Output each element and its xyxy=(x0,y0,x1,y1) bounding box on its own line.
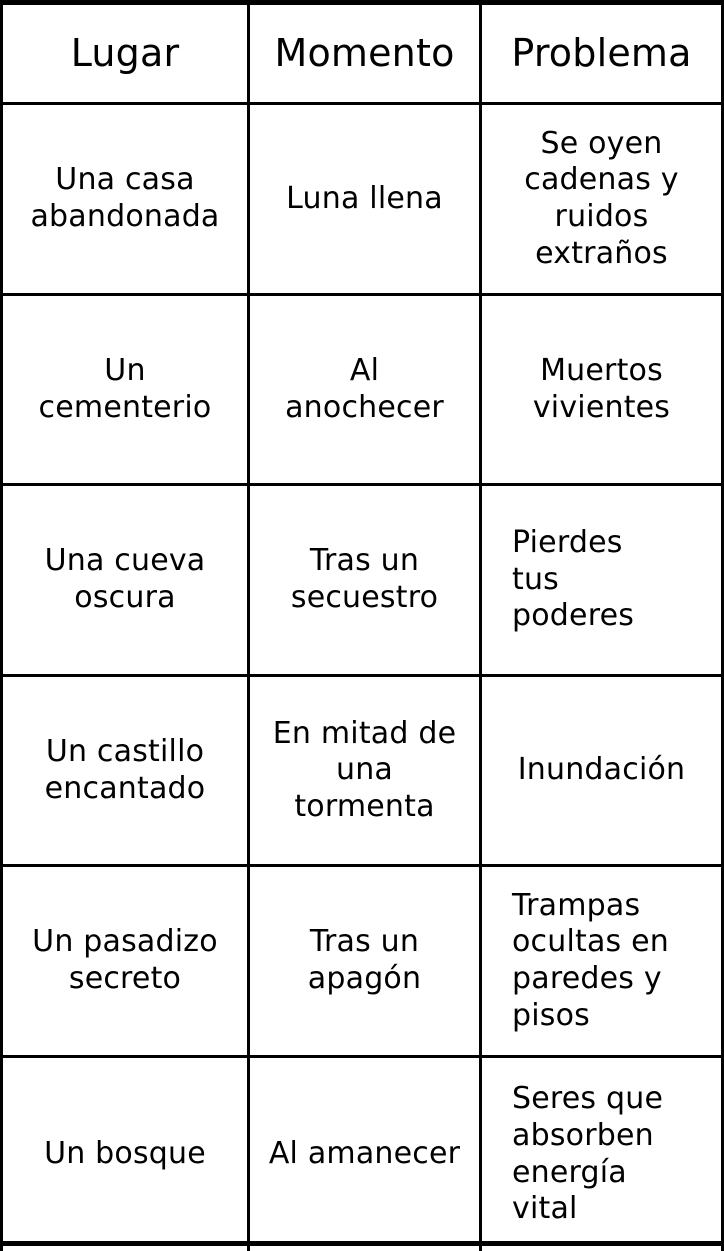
cell-text: Luna llena xyxy=(286,180,443,216)
cell-text: Una casa abandonada xyxy=(30,162,220,234)
table-cell-momento xyxy=(250,677,482,867)
header-problema xyxy=(482,5,724,105)
cell-text: Tras un apagón xyxy=(307,924,422,996)
table-cell-momento xyxy=(250,867,482,1058)
table-cell-momento xyxy=(250,105,482,296)
cell-text: Pierdes tus poderes xyxy=(512,525,635,634)
table-cell-lugar xyxy=(0,677,250,867)
table-cell-lugar xyxy=(0,296,250,486)
cell-text: Se oyen cadenas y ruidos extraños xyxy=(524,125,679,271)
cell-text: Al amanecer xyxy=(268,1136,461,1172)
cell-text: Una cueva oscura xyxy=(44,543,206,615)
table-cell-lugar xyxy=(0,486,250,677)
cell-text: En mitad de una tormenta xyxy=(272,715,457,824)
header-lugar-text: Lugar xyxy=(70,30,180,75)
table-cell-momento xyxy=(250,486,482,677)
header-problema-text: Problema xyxy=(511,30,692,75)
cell-text: Al anochecer xyxy=(285,352,444,425)
table-cell-lugar xyxy=(0,867,250,1058)
table-cell-problema xyxy=(482,677,724,867)
header-momento-text: Momento xyxy=(274,30,455,75)
cell-text: Un pasadizo secreto xyxy=(32,924,218,996)
cell-text: Muertos vivientes xyxy=(532,352,671,425)
cell-text: Trampas ocultas en paredes y pisos xyxy=(512,887,669,1033)
table-cell-problema xyxy=(482,105,724,296)
table-cell-problema xyxy=(482,296,724,486)
table-cell-momento xyxy=(250,296,482,486)
table-cell-problema xyxy=(482,486,724,677)
cell-text: Un castillo encantado xyxy=(44,733,206,806)
header-momento xyxy=(250,5,482,105)
table-cell-momento xyxy=(250,1058,482,1251)
table-cell-lugar xyxy=(0,105,250,296)
cell-text: Tras un secuestro xyxy=(290,543,439,615)
cell-text: Seres que absorben energía vital xyxy=(512,1081,664,1227)
cell-text: Un bosque xyxy=(44,1136,206,1172)
table-cell-problema xyxy=(482,867,724,1058)
table-cell-problema xyxy=(482,1058,724,1251)
header-lugar xyxy=(0,5,250,105)
cell-text: Un cementerio xyxy=(38,352,212,425)
cell-text: Inundación xyxy=(517,752,686,788)
table-cell-lugar xyxy=(0,1058,250,1251)
